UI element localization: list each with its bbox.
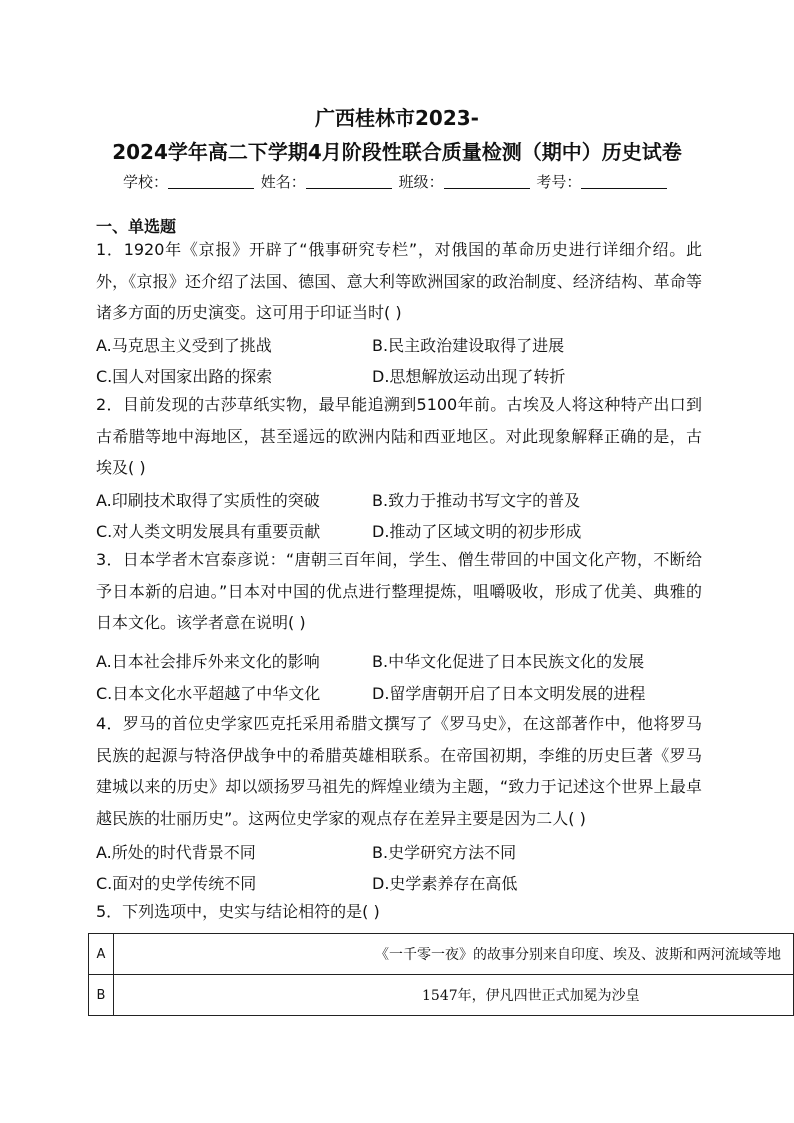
question-1-option-a: A.马克思主义受到了挑战 [96,336,272,355]
question-4-option-c: C.面对的史学传统不同 [96,874,257,893]
class-blank [444,174,530,189]
question-1-option-d: D.思想解放运动出现了转折 [372,367,566,386]
question-3-stem: 3．日本学者木宫泰彦说：“唐朝三百年间，学生、僧生带回的中国文化产物，不断给予日本新的启迪。”日本对中国的优点进行整理提炼，咀嚼吸收，形成了优美、典雅的日本文化。该学者意在说明( ) [96,550,702,632]
question-5-table [88,933,794,1016]
exam-number-label: 考号： [536,173,582,191]
student-info-row [123,171,669,192]
option-text: 《一千零一夜》的故事分别来自印度、埃及、波斯和两河流域等地 [114,934,794,975]
table-row [89,975,794,1016]
question-3-option-b: B.中华文化促进了日本民族文化的发展 [372,652,645,671]
question-4-option-b: B.史学研究方法不同 [372,843,517,862]
question-3-option-d: D.留学唐朝开启了日本文明发展的进程 [372,684,646,703]
question-1-stem: 1．1920年《京报》开辟了“俄事研究专栏”，对俄国的革命历史进行详细介绍。此外，《京报》还介绍了法国、德国、意大利等欧洲国家的政治制度、经济结构、革命等诸多方面的历史演变。这可用于印证当时( ) [96,240,702,322]
question-4-option-a: A.所处的时代背景不同 [96,843,256,862]
exam-title-line-1: 广西桂林市2023- [315,106,479,130]
class-label: 班级： [398,173,444,191]
question-5-stem: 5．下列选项中，史实与结论相符的是( ) [96,902,380,921]
question-4-stem: 4．罗马的首位史学家匹克托采用希腊文撰写了《罗马史》，在这部著作中，他将罗马民族的起源与特洛伊战争中的希腊英雄相联系。在帝国初期，李维的历史巨著《罗马建城以来的历史》却以颂扬罗马祖先的辉煌业绩为主题，“致力于记述这个世界上最卓越民族的壮丽历史”。这两位史学家的观点存在差异主要是因为二人( ) [96,714,702,828]
exam-number-blank [581,174,667,189]
option-text: 1547年，伊凡四世正式加冕为沙皇 [114,975,794,1016]
question-4-option-d: D.史学素养存在高低 [372,874,518,893]
option-key: B [89,975,114,1016]
section-heading: 一、单选题 [96,217,177,236]
question-1-option-c: C.国人对国家出路的探索 [96,367,273,386]
question-2-option-c: C.对人类文明发展具有重要贡献 [96,522,321,541]
question-2-option-d: D.推动了区域文明的初步形成 [372,522,582,541]
school-label: 学校： [123,173,169,191]
table-row [89,934,794,975]
question-2-option-a: A.印刷技术取得了实质性的突破 [96,491,320,510]
question-1-option-b: B.民主政治建设取得了进展 [372,336,565,355]
school-blank [168,174,254,189]
question-3-option-a: A.日本社会排斥外来文化的影响 [96,652,320,671]
question-2-option-b: B.致力于推动书写文字的普及 [372,491,581,510]
exam-title-line-2: 2024学年高二下学期4月阶段性联合质量检测（期中）历史试卷 [112,140,682,164]
name-label: 姓名： [260,173,306,191]
question-2-stem: 2．目前发现的古莎草纸实物，最早能追溯到5100年前。古埃及人将这种特产出口到古希腊等地中海地区，甚至遥远的欧洲内陆和西亚地区。对此现象解释正确的是，古埃及( ) [96,395,702,477]
question-3-option-c: C.日本文化水平超越了中华文化 [96,684,321,703]
name-blank [306,174,392,189]
option-key: A [89,934,114,975]
